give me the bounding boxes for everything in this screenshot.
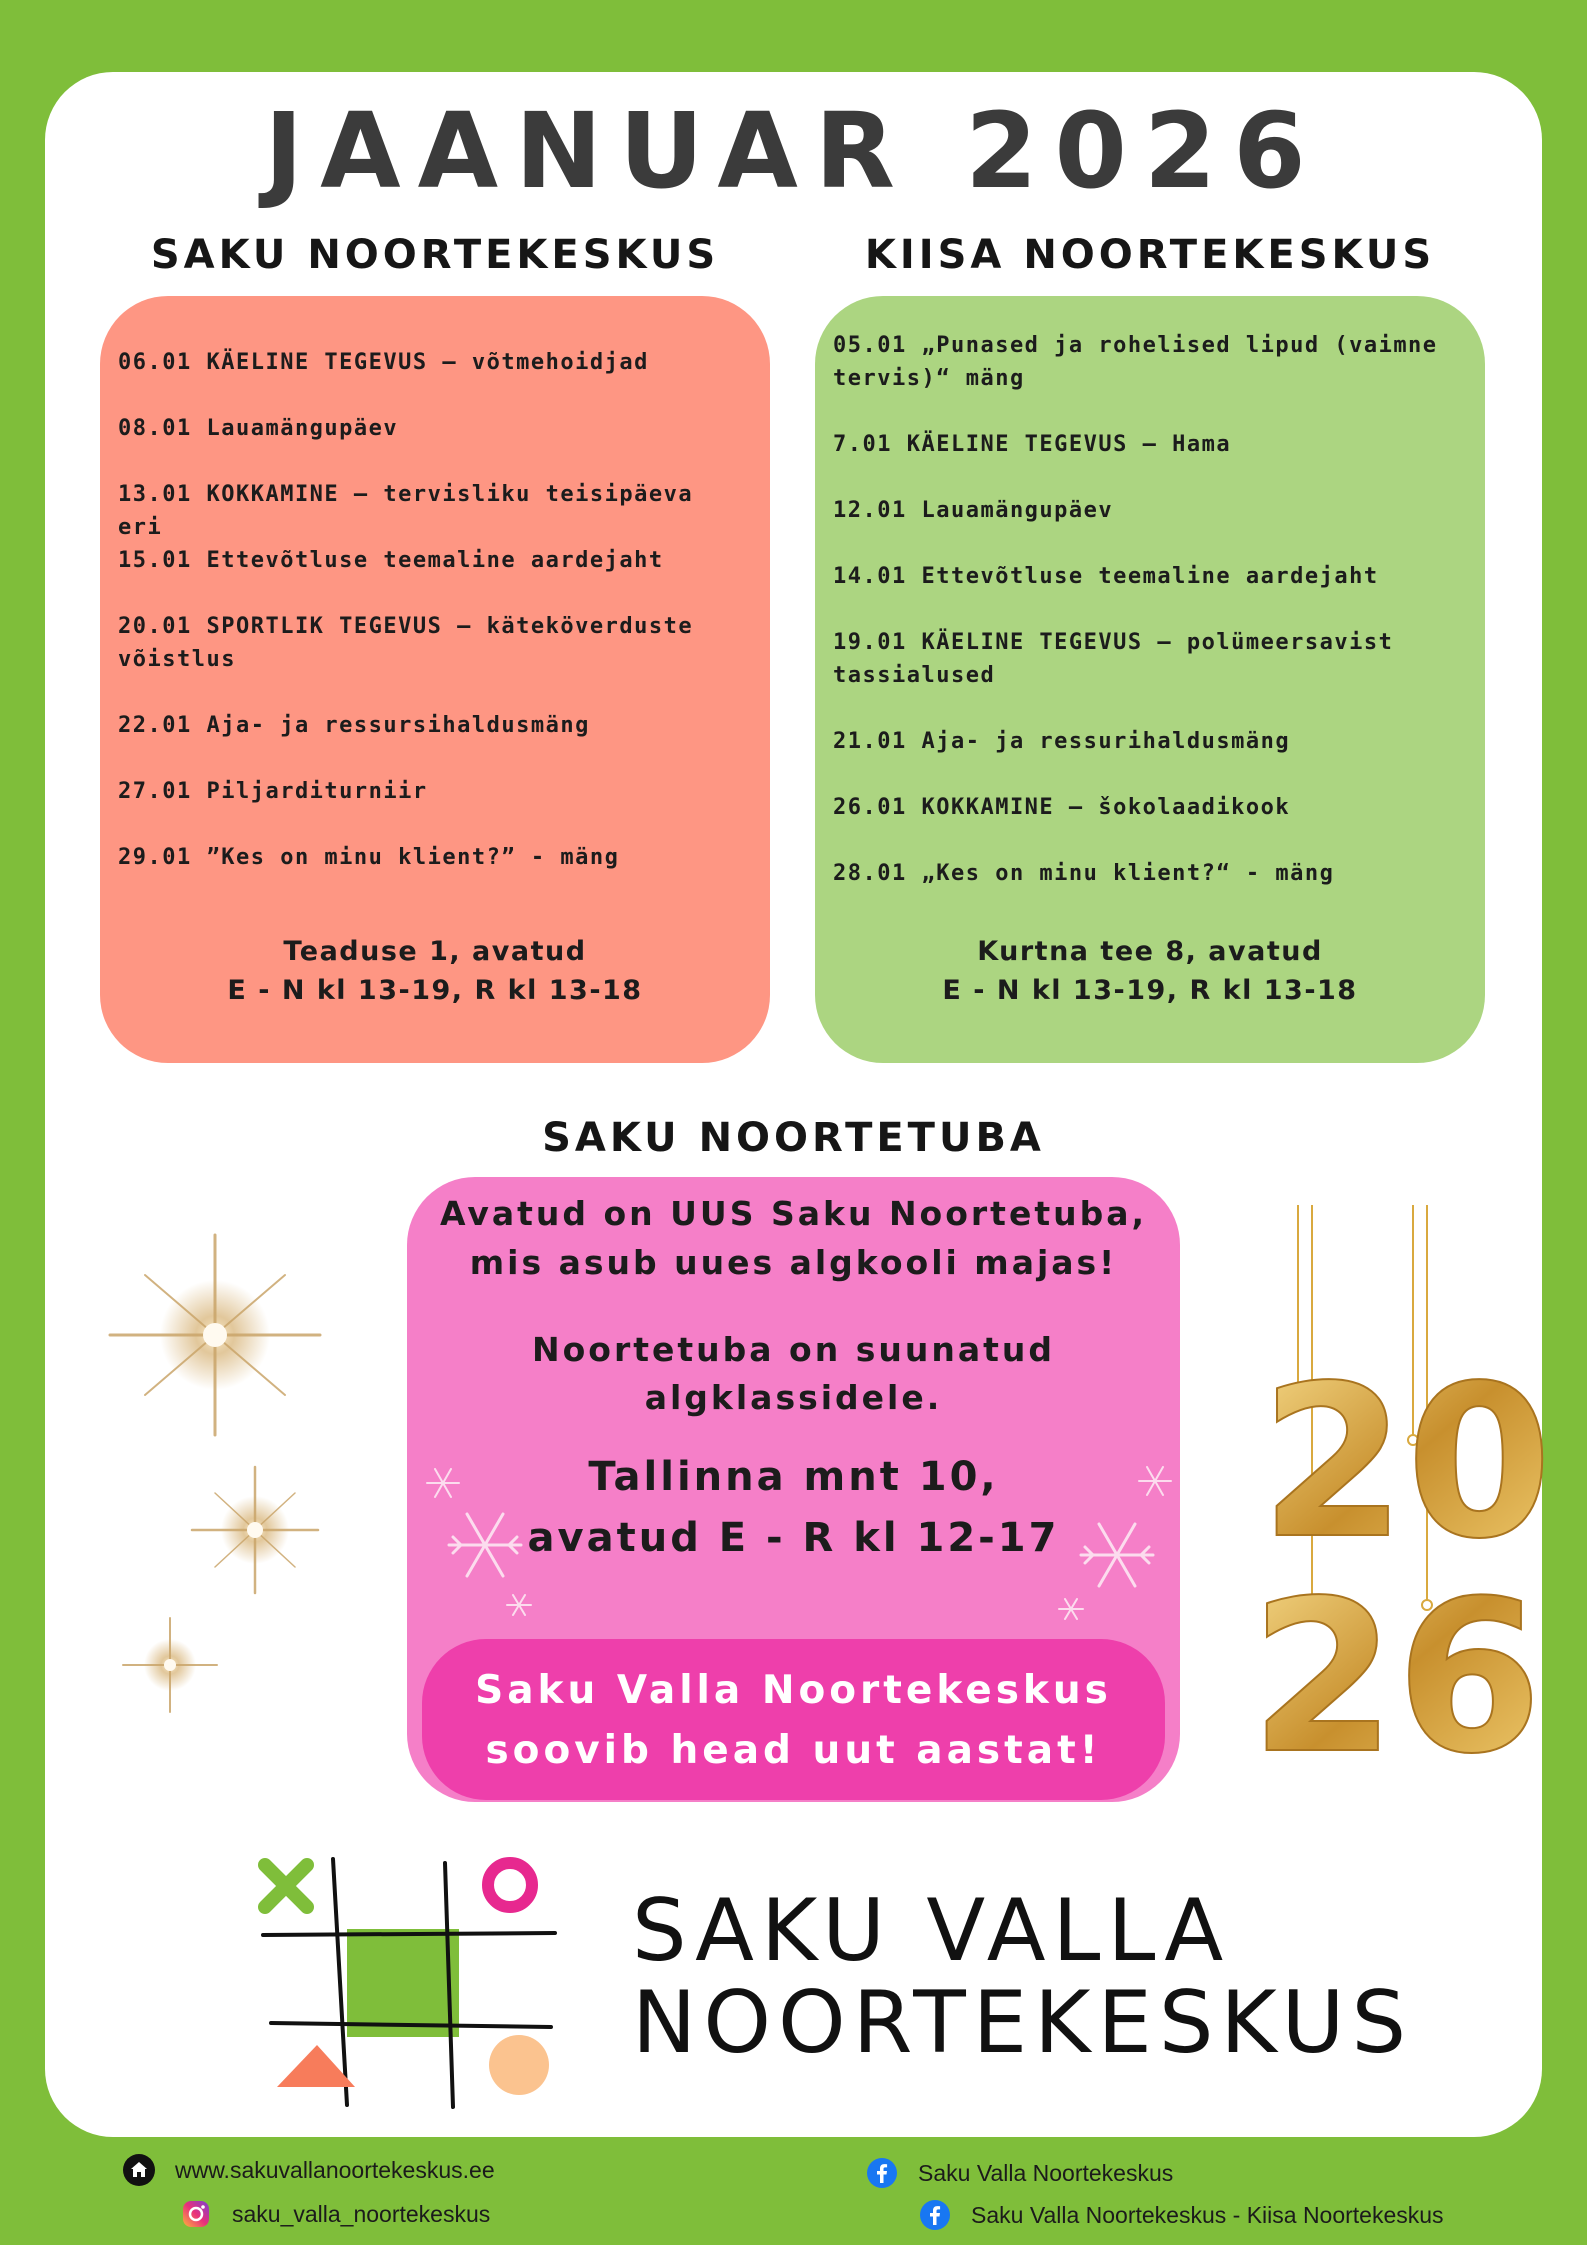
sparkle-decoration-small [115, 1610, 225, 1720]
hanging-2026-ornament [1230, 1205, 1553, 1800]
saku-hours: E - N kl 13-19, R kl 13-18 [227, 975, 643, 1006]
ornament-digits-26: 26 [1250, 1555, 1543, 1800]
website-text: www.sakuvallanoortekeskus.ee [175, 2156, 495, 2183]
ornament-digits-20: 20 [1260, 1340, 1553, 1585]
tuba-line-2: mis asub uues algkooli majas! [469, 1243, 1118, 1282]
logo-text-line-1: SAKU VALLA [632, 1881, 1231, 1981]
kiisa-address: Kurtna tee 8, avatud [977, 936, 1323, 967]
saku-event-2: 08.01 Lauamängupäev [118, 416, 399, 441]
saku-events-box [100, 296, 770, 1063]
saku-event-7: 27.01 Piljarditurniir [118, 779, 428, 804]
saku-event-6: 22.01 Aja- ja ressursihaldusmäng [118, 713, 590, 738]
kiisa-event-5: 19.01 KÄELINE TEGEVUS – polümeersavist tassialused [833, 630, 1394, 688]
kiisa-event-2: 7.01 KÄELINE TEGEVUS – Hama [833, 432, 1232, 457]
kiisa-address-block [815, 932, 1485, 1010]
tuba-address: Tallinna mnt 10, [588, 1454, 999, 1500]
snowflake-decoration-left [419, 1457, 539, 1627]
kiisa-events-box [815, 296, 1485, 1063]
tic-tac-toe-logo-icon [255, 1855, 565, 2110]
sparkle-decoration-large [90, 1215, 330, 1465]
greeting-line-2: soovib head uut aastat! [485, 1728, 1102, 1773]
kiisa-hours: E - N kl 13-19, R kl 13-18 [942, 975, 1358, 1006]
tuba-heading: SAKU NOORTETUBA [542, 1115, 1045, 1161]
instagram-icon [180, 2198, 212, 2230]
greeting-banner [422, 1639, 1165, 1800]
saku-event-1: 06.01 KÄELINE TEGEVUS – võtmehoidjad [118, 350, 649, 375]
footer-facebook-link-1[interactable] [866, 2157, 1173, 2189]
kiisa-event-8: 28.01 „Kes on minu klient?“ - mäng [833, 861, 1335, 886]
tuba-box [407, 1177, 1180, 1802]
saku-event-3: 13.01 KOKKAMINE – tervisliku teisipäeva eri [118, 482, 694, 540]
tuba-line-1: Avatud on UUS Saku Noortetuba, [439, 1194, 1148, 1233]
facebook-icon [866, 2157, 898, 2189]
tuba-line-3: Noortetuba on suunatud [532, 1330, 1055, 1369]
instagram-text: saku_valla_noortekeskus [232, 2200, 491, 2227]
saku-address-block [100, 932, 770, 1010]
kiisa-event-3: 12.01 Lauamängupäev [833, 498, 1114, 523]
kiisa-event-6: 21.01 Aja- ja ressurihaldusmäng [833, 729, 1291, 754]
sparkle-decoration-medium [180, 1455, 330, 1605]
tuba-line-4: algklassidele. [644, 1378, 943, 1417]
saku-event-8: 29.01 ”Kes on minu klient?” - mäng [118, 845, 620, 870]
footer-instagram-link[interactable] [180, 2198, 490, 2230]
facebook-icon [919, 2199, 951, 2231]
kiisa-event-7: 26.01 KOKKAMINE – šokolaadikook [833, 795, 1291, 820]
facebook-text-2: Saku Valla Noortekeskus - Kiisa Noortekeskus [971, 2201, 1444, 2228]
tuba-hours: avatud E - R kl 12-17 [527, 1515, 1060, 1561]
kiisa-heading: KIISA NOORTEKESKUS [864, 232, 1436, 278]
logo-text-line-2: NOORTEKESKUS [632, 1973, 1414, 2073]
saku-address: Teaduse 1, avatud [283, 936, 587, 967]
saku-heading: SAKU NOORTEKESKUS [150, 232, 720, 278]
greeting-line-1: Saku Valla Noortekeskus [475, 1668, 1112, 1713]
home-icon [123, 2154, 155, 2186]
page-title: JAANUAR 2026 [264, 90, 1323, 212]
kiisa-event-1: 05.01 „Punased ja rohelised lipud (vaimne tervis)“ mäng [833, 333, 1438, 391]
facebook-text-1: Saku Valla Noortekeskus [918, 2159, 1174, 2186]
snowflake-decoration-right [1057, 1457, 1177, 1627]
saku-event-5: 20.01 SPORTLIK TEGEVUS – käteköverduste võistlus [118, 614, 694, 672]
kiisa-event-4: 14.01 Ettevõtluse teemaline aardejaht [833, 564, 1379, 589]
footer-facebook-link-2[interactable] [919, 2199, 1444, 2231]
footer-website-link[interactable] [123, 2154, 495, 2186]
saku-event-4: 15.01 Ettevõtluse teemaline aardejaht [118, 548, 664, 573]
